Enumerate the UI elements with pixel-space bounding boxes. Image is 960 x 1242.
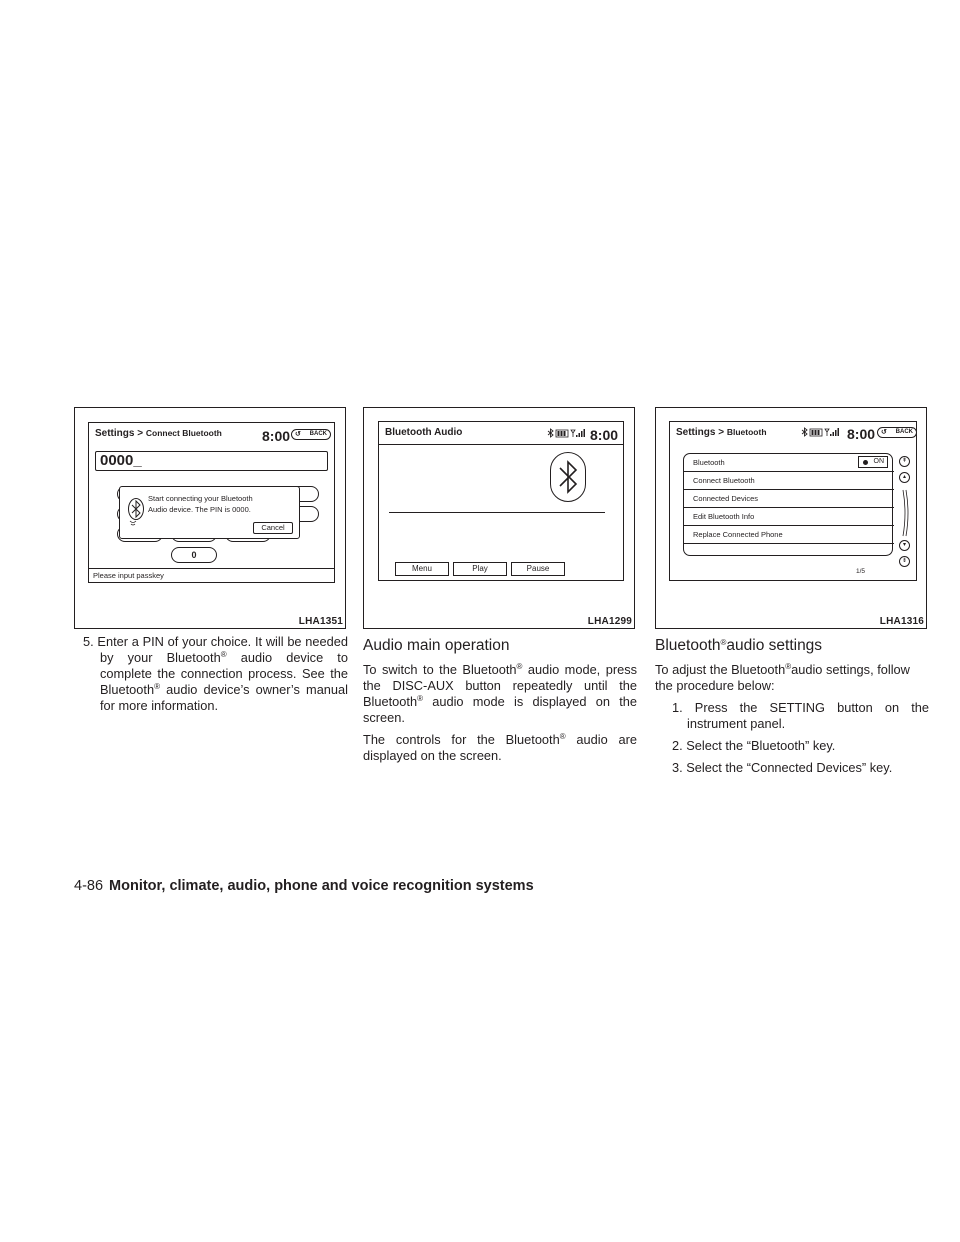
pin-input[interactable]: 0000_ xyxy=(95,451,328,471)
connect-popup xyxy=(119,486,300,539)
header-main: Settings > xyxy=(676,427,725,438)
step-5 xyxy=(74,634,348,714)
step-text: audio device to complete the connection process. See the Bluetooth xyxy=(100,650,348,697)
paragraph xyxy=(363,732,637,764)
step-1: 1. Press the SETTING button on the instrument panel. xyxy=(672,700,929,731)
registered-mark: ® xyxy=(154,682,160,691)
play-button[interactable]: Play xyxy=(453,562,507,576)
battery-icon xyxy=(556,430,568,437)
back-label: BACK xyxy=(895,429,913,435)
page-footer xyxy=(74,878,534,894)
paragraph-text: audio mode, press the DISC-AUX button repeatedly until the Bluetooth xyxy=(363,662,638,709)
paragraph-text: To switch to the Bluetooth xyxy=(363,662,517,677)
status-icons xyxy=(547,428,587,438)
section-heading-audio-main-operation: Audio main operation xyxy=(363,637,510,654)
heading-text: audio settings xyxy=(726,637,823,654)
on-indicator-icon xyxy=(863,460,868,465)
text-column-3 xyxy=(655,634,929,782)
back-button[interactable] xyxy=(291,429,331,440)
bluetooth-status-icon xyxy=(548,429,553,437)
text-column-1 xyxy=(74,634,348,720)
cancel-button[interactable]: Cancel xyxy=(253,522,293,534)
page-number: 4-86 xyxy=(74,878,104,894)
figure-code: LHA1299 xyxy=(587,616,632,627)
battery-icon xyxy=(810,429,822,436)
step-text: audio device’s owner’s manual for more information. xyxy=(100,682,348,713)
paragraph-text: audio settings, follow the procedure below: xyxy=(655,662,910,693)
scroll-top-icon[interactable]: ⇞ xyxy=(899,456,910,467)
bluetooth-status-icon xyxy=(802,428,807,436)
signal-icon xyxy=(825,428,839,436)
list-item-label: Bluetooth xyxy=(693,458,725,467)
registered-mark: ® xyxy=(559,732,566,741)
popup-line-2: Audio device. The PIN is 0000. xyxy=(148,505,251,514)
step-number: 5. xyxy=(83,634,94,649)
header-sub: Bluetooth xyxy=(726,427,767,437)
paragraph-text: The controls for the Bluetooth xyxy=(363,732,560,747)
step-3: 3. Select the “Connected Devices” key. xyxy=(672,760,893,775)
paragraph xyxy=(363,662,637,726)
back-arrow-icon: ↺ xyxy=(881,429,887,436)
figure-bluetooth-audio xyxy=(363,407,635,629)
menu-button[interactable]: Menu xyxy=(395,562,449,576)
list-item-connect-bluetooth[interactable]: Connect Bluetooth xyxy=(684,472,894,490)
figure-code: LHA1316 xyxy=(879,616,924,627)
signal-icon xyxy=(571,429,585,437)
popup-message xyxy=(148,493,298,515)
figure-bluetooth-settings xyxy=(655,407,927,629)
page-indicator: 1/5 xyxy=(856,568,866,575)
clock: 8:00 xyxy=(262,428,291,444)
step-text: Enter a PIN of your choice. It will be needed by your Bluetooth xyxy=(97,634,348,665)
figure-connect-bluetooth xyxy=(74,407,346,629)
screen-header xyxy=(676,427,767,438)
paragraph xyxy=(655,662,929,694)
screen-footer-hint: Please input passkey xyxy=(89,568,334,582)
list-item-bluetooth[interactable] xyxy=(684,454,894,472)
screen-bluetooth-settings xyxy=(669,421,917,581)
bluetooth-icon xyxy=(551,453,585,501)
text-column-2 xyxy=(363,634,637,770)
settings-list xyxy=(683,453,893,556)
registered-mark: ® xyxy=(417,694,423,703)
status-icons xyxy=(801,427,841,437)
scroll-down-icon[interactable]: ▾ xyxy=(899,540,910,551)
back-button[interactable] xyxy=(877,427,917,438)
registered-mark: ® xyxy=(720,638,727,647)
paragraph-text: audio are displayed on the screen. xyxy=(363,732,637,763)
header-sub: Connect Bluetooth xyxy=(145,428,222,438)
screen-bluetooth-audio xyxy=(378,421,624,581)
step-2: 2. Select the “Bluetooth” key. xyxy=(672,738,836,753)
paragraph-text: To adjust the Bluetooth xyxy=(655,662,786,677)
registered-mark: ® xyxy=(785,662,792,671)
paragraph-text: audio mode is displayed on the screen. xyxy=(363,694,637,725)
header-main: Settings > xyxy=(95,428,144,439)
keypad-key-0[interactable]: 0 xyxy=(171,547,217,563)
screen-header: Bluetooth Audio xyxy=(385,427,463,438)
heading-text: Bluetooth xyxy=(655,637,721,654)
header-divider xyxy=(379,444,623,445)
registered-mark: ® xyxy=(220,650,227,659)
figure-code: LHA1351 xyxy=(298,616,343,627)
screen-connect-bluetooth xyxy=(88,422,335,583)
back-label: BACK xyxy=(309,431,327,437)
content-divider xyxy=(389,512,605,513)
clock: 8:00 xyxy=(590,427,619,443)
bluetooth-device-icon xyxy=(127,497,145,527)
back-arrow-icon: ↺ xyxy=(295,431,301,438)
scroll-up-icon[interactable]: ▴ xyxy=(899,472,910,483)
bluetooth-logo xyxy=(550,452,586,502)
popup-line-1: Start connecting your Bluetooth xyxy=(148,494,253,503)
scroll-bottom-icon[interactable]: ⇟ xyxy=(899,556,910,567)
section-heading-bluetooth-audio-settings xyxy=(655,636,929,656)
list-item-edit-bluetooth-info[interactable]: Edit Bluetooth Info xyxy=(684,508,894,526)
list-item-replace-connected-phone[interactable]: Replace Connected Phone xyxy=(684,526,894,544)
registered-mark: ® xyxy=(516,662,523,671)
on-label: ON xyxy=(873,458,884,465)
bluetooth-on-toggle[interactable] xyxy=(858,456,888,468)
chapter-title: Monitor, climate, audio, phone and voice recognition systems xyxy=(109,878,534,894)
list-item-connected-devices[interactable]: Connected Devices xyxy=(684,490,894,508)
scrollbar-track[interactable] xyxy=(901,488,909,538)
pause-button[interactable]: Pause xyxy=(511,562,565,576)
screen-header xyxy=(95,428,222,439)
clock: 8:00 xyxy=(847,426,876,442)
